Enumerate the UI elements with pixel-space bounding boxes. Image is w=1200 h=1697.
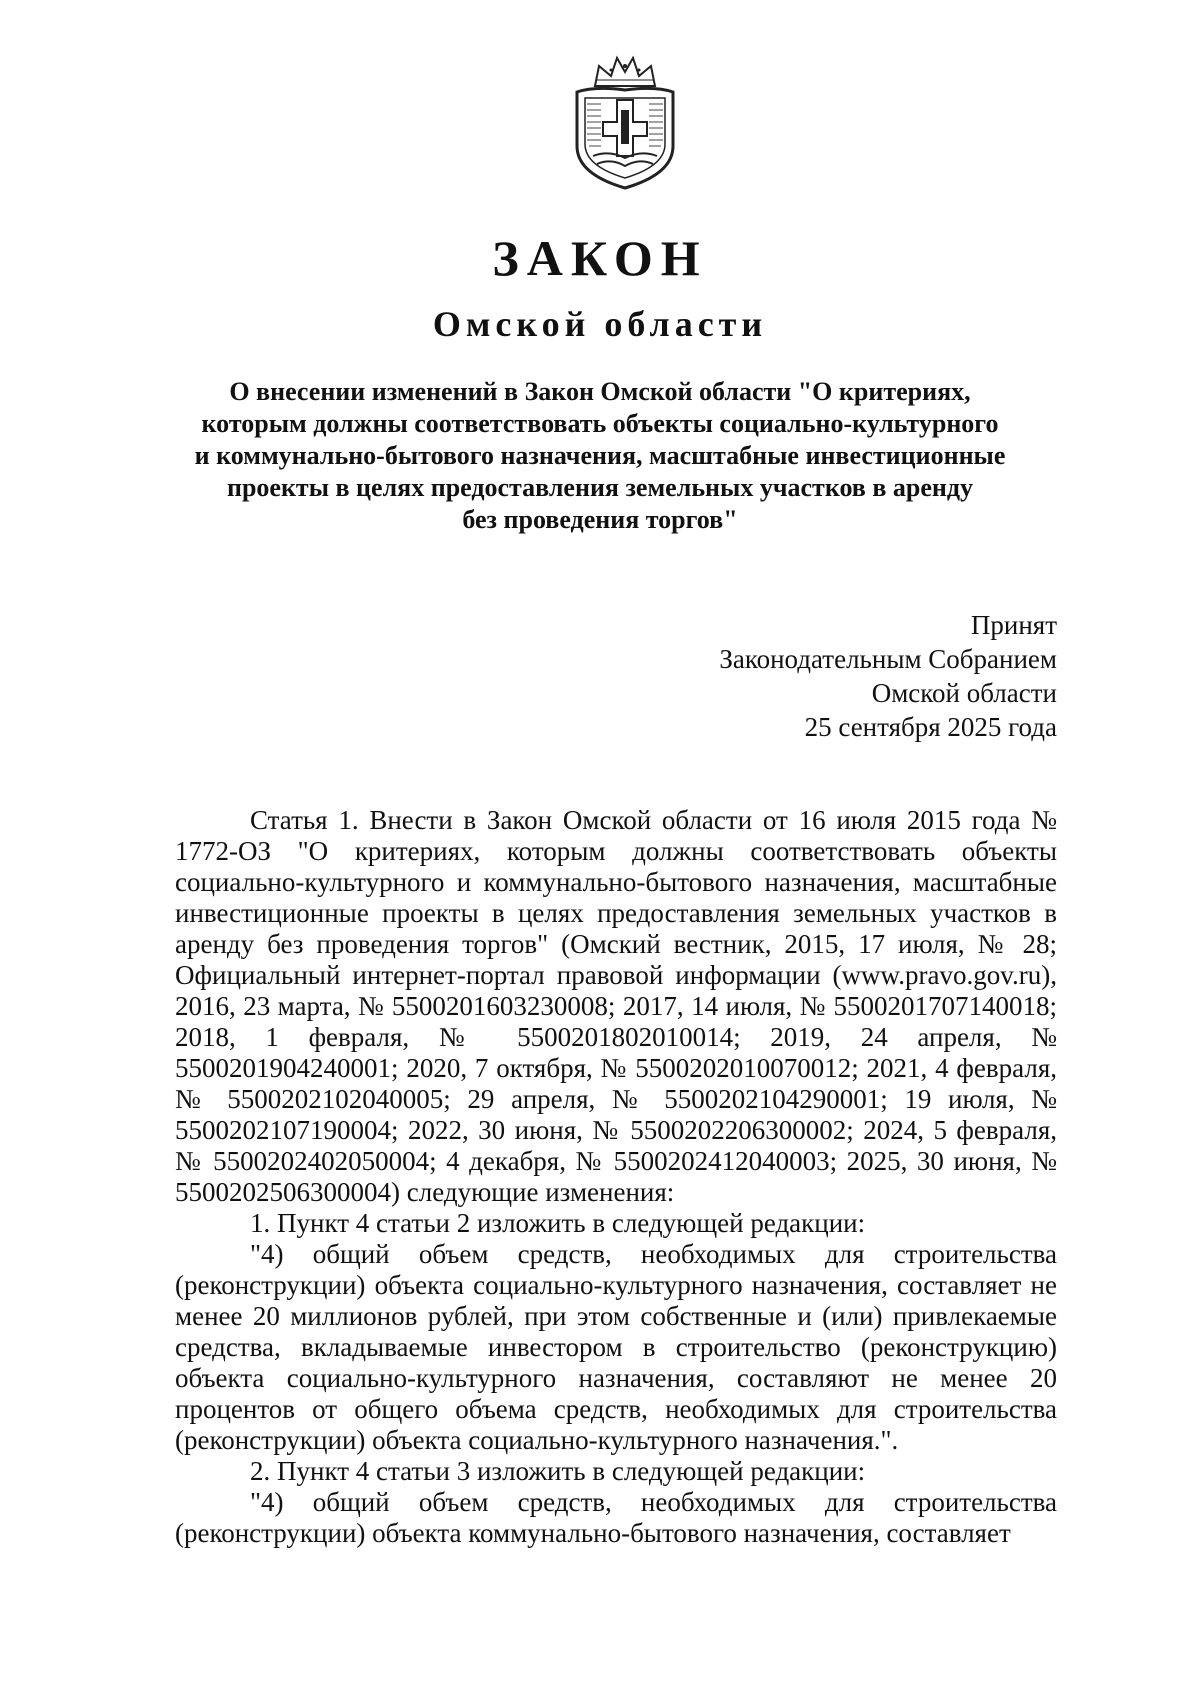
law-subject-line: без проведения торгов" bbox=[462, 505, 738, 534]
law-subject-line: и коммунально-бытового назначения, масштабные инвестиционные bbox=[194, 441, 1006, 470]
law-title: ЗАКОН bbox=[492, 230, 708, 286]
article-1-paragraph: Статья 1. Внести в Закон Омской области от 16 июля 2015 года № 1772-ОЗ "О критериях, которым должны соответствовать объекты социально-культурного и коммунально-бытового назначения, масштабные инвестиционные проекты в целях предоставления земельных участков в аренду без проведения торгов" (Омский вестник, 2015, 17 июля, № 28; Официальный интернет-портал правовой информации (www.pravo.gov.ru), 2016, 23 марта, № 5500201603230008; 2017, 14 июля, № 5500201707140018; 2018, 1 февраля, № 5500201802010014; 2019, 24 апреля, № 5500201904240001; 2020, 7 октября, № 5500202010070012; 2021, 4 февраля, № 5500202102040005; 29 апреля, № 5500202104290001; 19 июля, № 5500202107190004; 2022, 30 июня, № 5500202206300002; 2024, 5 февраля, № 5500202402050004; 4 декабря, № 5500202412040003; 2025, 30 июня, № 5500202506300004) следующие изменения: bbox=[175, 805, 1057, 1207]
adoption-block bbox=[719, 608, 1057, 744]
law-subject-line: которым должны соответствовать объекты социально-культурного bbox=[201, 409, 999, 438]
amendment-item-1: 1. Пункт 4 статьи 2 изложить в следующей редакции: bbox=[250, 1208, 866, 1238]
adoption-line: Принят bbox=[970, 610, 1057, 640]
coat-of-arms-emblem bbox=[565, 52, 685, 194]
adoption-date: 25 сентября 2025 года bbox=[804, 712, 1057, 742]
amendment-item-2: 2. Пункт 4 статьи 3 изложить в следующей редакции: bbox=[250, 1456, 866, 1486]
adoption-line: Омской области bbox=[871, 678, 1057, 708]
law-region: Омской области bbox=[432, 304, 768, 344]
amendment-item-2-text: "4) общий объем средств, необходимых для строительства (реконструкции) объекта коммунально-бытового назначения, составляет bbox=[175, 1487, 1057, 1548]
law-body bbox=[175, 805, 1057, 1549]
amendment-item-1-text: "4) общий объем средств, необходимых для строительства (реконструкции) объекта социально-культурного назначения, составляет не менее 20 миллионов рублей, при этом собственные и (или) привлекаемые средства, вкладываемые инвестором в строительство (реконструкцию) объекта социально-культурного назначения, составляют не менее 20 процентов от общего объема средств, необходимых для строительства (реконструкции) объекта социально-культурного назначения.". bbox=[175, 1239, 1057, 1455]
law-subject-line: проекты в целях предоставления земельных участков в аренду bbox=[226, 473, 974, 502]
law-subject-heading bbox=[170, 376, 1030, 536]
law-subject-line: О внесении изменений в Закон Омской области "О критериях, bbox=[229, 377, 971, 406]
adoption-line: Законодательным Собранием bbox=[719, 644, 1057, 674]
